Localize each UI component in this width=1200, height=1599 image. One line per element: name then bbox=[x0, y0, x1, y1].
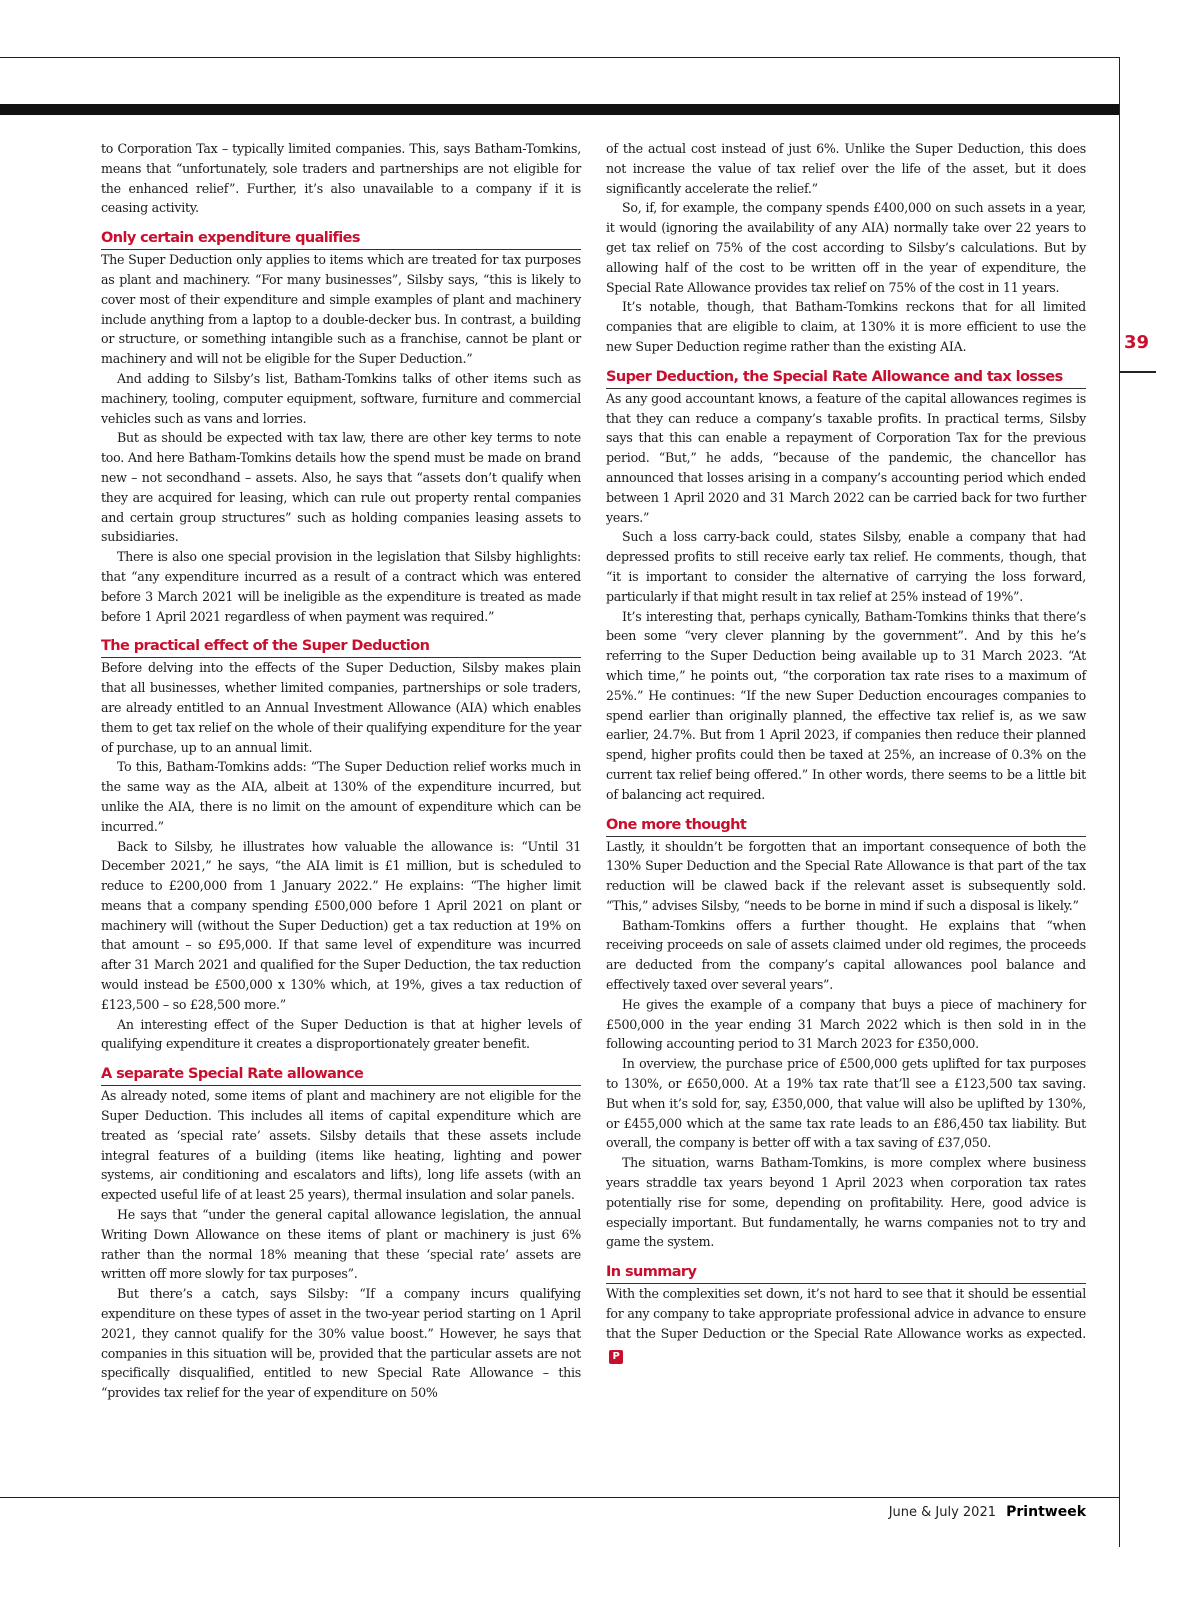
paragraph: to Corporation Tax – typically limited companies. This, says Batham-Tomkins, means that “unfortunately, sole traders and partnerships are not eligible for the enhanced relief”. Further, it’s also unavailable to a company if it is ceasing activity. bbox=[101, 141, 581, 216]
paragraph: It’s interesting that, perhaps cynically, Batham-Tomkins thinks that there’s been some “very clever planning by the government”. And by this he’s referring to the Super Deduction being available up to 31 March 2023. “At which time,” he points out, “the corporation tax rate rises to a maximum of 25%.” He continues: “If the new Super Deduction encourages companies to spend earlier than originally planned, the effective tax relief is, as we saw earlier, 24.7%. But from 1 April 2023, if companies then reduce their planned spend, higher profits could then be taxed at 25%, an increase of 0.3% on the current tax relief being offered.” In other words, there seems to be a little bit of balancing act required. bbox=[606, 608, 1086, 802]
footer-issue-date: June & July 2021 bbox=[888, 1505, 996, 1520]
paragraph: To this, Batham-Tomkins adds: “The Super Deduction relief works much in the same way as the AIA, albeit at 130% of the expenditure incurred, but unlike the AIA, there is no limit on the amount of expenditure which can be incurred.” bbox=[101, 759, 581, 834]
page-number-rule bbox=[1120, 371, 1156, 373]
top-thin-rule bbox=[0, 57, 1120, 58]
paragraph: So, if, for example, the company spends £400,000 on such assets in a year, it would (ignoring the availability of any AIA) normally take over 22 years to get tax relief on 75% of the cost according to Silsby’s calculations. But by allowing half of the cost to be written off in the year of expenditure, the Special Rate Allowance provides tax relief on 75% of the cost in 11 years. bbox=[606, 200, 1086, 295]
paragraph: of the actual cost instead of just 6%. Unlike the Super Deduction, this does not increase the value of tax relief over the life of the asset, but it does significantly accelerate the relief.” bbox=[606, 141, 1086, 196]
paragraph: There is also one special provision in the legislation that Silsby highlights: that “any expenditure incurred as a result of a contract which was entered before 3 March 2021 will be ineligible as the expenditure is treated as made before 1 April 2021 regardless of when payment was required.” bbox=[101, 549, 581, 624]
page-number: 39 bbox=[1124, 332, 1150, 353]
paragraph: Batham-Tomkins offers a further thought. He explains that “when receiving proceeds on sale of assets claimed under old regimes, the proceeds are deducted from the company’s capital allowances pool balance and effectively taxed over several years”. bbox=[606, 917, 1086, 993]
paragraph: But there’s a catch, says Silsby: “If a company incurs qualifying expenditure on these types of asset in the two-year period starting on 1 April 2021, they cannot qualify for the 30% value boost.” However, he says that companies in this situation will be, provided that the particular assets are not specifically disqualified, entitled to new Special Rate Allowance – this “provides tax relief for the year of expenditure on 50% bbox=[101, 1286, 581, 1401]
paragraph: Lastly, it shouldn’t be forgotten that an important consequence of both the 130% Super Deduction and the Special Rate Allowance is that part of the tax reduction will be clawed back if the relevant asset is subsequently sold. “This,” advises Silsby, “needs to be borne in mind if such a disposal is likely.” bbox=[606, 838, 1086, 913]
paragraph: Such a loss carry-back could, states Silsby, enable a company that had depressed profits to still receive early tax relief. He comments, though, that “it is important to consider the alternative of carrying the loss forward, particularly if that might result in tax relief at 25% instead of 19%”. bbox=[606, 529, 1086, 604]
paragraph: Before delving into the effects of the Super Deduction, Silsby makes plain that all businesses, whether limited companies, partnerships or sole traders, are already entitled to an Annual Investment Allowance (AIA) which enables them to get tax relief on the whole of their qualifying expenditure for the year of purchase, up to an annual limit. bbox=[101, 660, 581, 755]
paragraph: But as should be expected with tax law, there are other key terms to note too. And here Batham-Tomkins details how the spend must be made on brand new – not secondhand – assets. Also, he says that “assets don’t qualify when they are acquired for leasing, which can rule out property rental companies and certain group structures” such as holding companies leasing assets to subsidiaries. bbox=[101, 430, 581, 545]
section-heading: In summary bbox=[606, 1263, 1086, 1284]
page-footer bbox=[889, 1504, 1086, 1520]
paragraph: It’s notable, though, that Batham-Tomkins reckons that for all limited companies that are eligible to claim, at 130% it is more efficient to use the new Super Deduction regime rather than the existing AIA. bbox=[606, 299, 1086, 354]
paragraph-final bbox=[606, 1284, 1086, 1363]
paragraph: He gives the example of a company that buys a piece of machinery for £500,000 in the year ending 31 March 2022 which is then sold in in the following accounting period to 31 March 2023 for £350,000. bbox=[606, 996, 1086, 1052]
section-heading: Only certain expenditure qualifies bbox=[101, 229, 581, 250]
section-heading: One more thought bbox=[606, 816, 1086, 837]
paragraph: As already noted, some items of plant and machinery are not eligible for the Super Deduction. This includes all items of capital expenditure which are treated as ‘special rate’ assets. Silsby details that these assets include integral features of a building (items like heating, lighting and power systems, air conditioning and escalators and lifts), long life assets (with an expected useful life of at least 25 years), thermal insulation and solar panels. bbox=[101, 1088, 581, 1203]
top-heavy-rule bbox=[0, 104, 1120, 115]
paragraph: And adding to Silsby’s list, Batham-Tomkins talks of other items such as machinery, tooling, computer equipment, software, furniture and commercial vehicles such as vans and lorries. bbox=[101, 370, 581, 426]
section-heading: The practical effect of the Super Deduction bbox=[101, 637, 581, 658]
paragraph: The Super Deduction only applies to items which are treated for tax purposes as plant and machinery. “For many businesses”, Silsby says, “this is likely to cover most of their expenditure and simple examples of plant and machinery include anything from a laptop to a double-decker bus. In contrast, a building or structure, or something intangible such as a franchise, cannot be plant or machinery and will not be eligible for the Super Deduction.” bbox=[101, 252, 581, 367]
paragraph: An interesting effect of the Super Deduction is that at higher levels of qualifying expenditure it creates a disproportionately greater benefit. bbox=[101, 1016, 581, 1052]
paragraph: Back to Silsby, he illustrates how valuable the allowance is: “Until 31 December 2021,” he says, “the AIA limit is £1 million, but is scheduled to reduce to £200,000 from 1 January 2022.” He explains: “The higher limit means that a company spending £500,000 before 1 April 2021 on plant or machinery will (without the Super Deduction) get a tax reduction at 19% on that amount – so £95,000. If that same level of expenditure was incurred after 31 March 2021 and qualified for the Super Deduction, the tax reduction would instead be £500,000 x 130% which, at 19%, gives a tax reduction of £123,500 – so £28,500 more.” bbox=[101, 838, 581, 1012]
paragraph-text: With the complexities set down, it’s not hard to see that it should be essential for any company to take appropriate professional advice in advance to ensure that the Super Deduction or the Special Rate Allowance works as expected. bbox=[606, 1286, 1086, 1341]
section-heading: Super Deduction, the Special Rate Allowance and tax losses bbox=[606, 368, 1086, 389]
paragraph: As any good accountant knows, a feature of the capital allowances regimes is that they can reduce a company’s taxable profits. In practical terms, Silsby says that this can enable a repayment of Corporation Tax for the previous period. “But,” he adds, “because of the pandemic, the chancellor has announced that losses arising in a company’s accounting period which ended between 1 April 2020 and 31 March 2022 can be carried back for two further years.” bbox=[606, 390, 1086, 525]
right-margin-rule bbox=[1119, 57, 1120, 1547]
article-column-right bbox=[606, 139, 1086, 1364]
paragraph: In overview, the purchase price of £500,000 gets uplifted for tax purposes to 130%, or £650,000. At a 19% tax rate that’ll see a £123,500 tax saving. But when it’s sold for, say, £350,000, that value will also be uplifted by 130%, or £455,000 which at the same tax rate leads to an £86,450 tax liability. But overall, the company is better off with a tax saving of £37,050. bbox=[606, 1056, 1086, 1151]
section-heading: A separate Special Rate allowance bbox=[101, 1065, 581, 1086]
paragraph: He says that “under the general capital allowance legislation, the annual Writing Down Allowance on these items of plant or machinery is just 6% rather than the normal 18% meaning that these ‘special rate’ assets are written off more slowly for tax purposes”. bbox=[101, 1207, 581, 1282]
paragraph: The situation, warns Batham-Tomkins, is more complex where business years straddle tax years beyond 1 April 2023 when corporation tax rates potentially rise for some, depending on profitability. Here, good advice is especially important. But fundamentally, he warns companies not to try and game the system. bbox=[606, 1155, 1086, 1250]
bottom-rule bbox=[0, 1497, 1120, 1498]
printweek-end-mark-icon: P bbox=[609, 1350, 623, 1364]
article-column-left bbox=[101, 139, 581, 1403]
footer-brand-name: Printweek bbox=[1006, 1504, 1086, 1520]
